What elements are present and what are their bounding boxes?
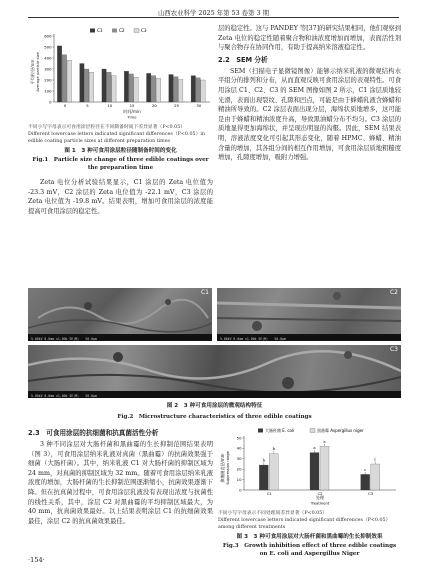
fig1-legend-c2: C2 [119,28,125,33]
fig3-ylabel-en: Suppression range [226,451,230,485]
fig1-ytick-label: 500 [44,44,52,50]
fig1-legend-swatch-c1 [90,29,95,33]
fig1-note-en: Different lowercase letters indicated significant differences（P<0.05）in edible coating particle sizes at different preparation times [28,132,205,144]
fig3-bar [361,474,370,490]
fig1-bar [146,73,150,102]
fig1-bar [107,72,111,102]
right-paragraph-1: 层的稳定性。这与 PANDEY 等[37]的研究结果相同，他们观察到 Zeta 电位的稳定性随着聚合物和油浓度增加而增加，表面活性剂与聚合物存在协同作用，有助于提高纳米溶液稳定性。 [218,25,401,52]
fig3-bar [320,446,329,490]
figure-1 [28,24,213,124]
fig1-bar [174,77,178,102]
fig1-note-cn: 不同小写字母表示可食用涂层粒径在不同制备时间下差异显著（P<0.05） [28,125,186,130]
fig3-xtick-label: C3 [368,491,374,496]
fig1-ylabel-en: Average particle size [35,52,40,92]
fig3-sig-letter: c [374,456,377,462]
fig3-sig-letter: c [364,466,367,472]
fig3-y-ticks [237,435,244,492]
fig3-sig-letter: b [262,457,266,463]
fig3-bars [259,439,379,490]
fig3-legend [258,427,364,433]
fig1-y-ticks [44,33,54,104]
fig1-bar [201,80,205,102]
fig3-bar [371,464,380,490]
sem-scale-text-c1: 5.00kV 8.0mm x1.00k SE(M) 50.0μm [31,336,97,341]
fig3-ytick-label: 20 [236,466,242,472]
sem-c3-texture [28,345,401,391]
sem-c1-texture [28,288,212,334]
right-paragraph-2: SEM（扫描电子显微镜图像）能够示纳米乳液的微观结构水平组分的排列和分布，从而直观反映可食用涂层的表观特性。可食用涂层 C1、C2、C3 的 SEM 图像如图 2 所示，C1 涂层质地较光滑，表面出现裂纹、孔隙和凹点，可能是由于蜂蜡乳液含蜂蜡和精油所导致的。C2 涂层表面出现分层，海绵状质地增多，这可能是由于蜂蜡和精油浓度升高，导致黑油蜡分布不均匀。C3 涂层的质地显得更加海绵状，并呈现出明显的沟壑。因此，SEM 结果表明，溶液浓度变化可引起其形态变化，随着 HPMC、蜂蜡、精油含量的增加，其各组分间的相互作用增加，可食用涂层质地粗糙度增加，孔隙度增加，吸附力增强。 [218,67,401,162]
fig3-bar [259,465,268,490]
fig1-bar [57,46,61,102]
fig1-xlabel: 时间/min [123,109,141,114]
fig1-legend-c1: C1 [97,28,103,33]
fig3-xlabel: 处理 [316,495,324,500]
sem-c2-texture [217,288,401,334]
sem-scalebar-c2 [217,334,401,341]
header-rule [28,17,399,18]
fig1-bar [129,74,133,102]
fig3-ylabel: 抑菌圈直径/mm [220,453,225,483]
fig1-xtick-label: 30 [196,103,202,108]
fig3-ytick-label: 30 [236,456,242,462]
sem-label-c3: C3 [389,346,398,353]
fig1-ytick-label: 100 [44,88,52,94]
fig1-legend-swatch-c2 [112,29,117,33]
sem-image-c2 [217,288,401,341]
fig2-caption-en: Fig.2 Microstructure characteristics of three edible coatings [117,414,312,420]
fig1-xtick-label: 0 [63,103,67,108]
fig3-caption-en: Fig.3 Growth inhibition effect of three edible coatings on E. coli and Aspergillus Niger [222,543,397,557]
right-column-top [218,24,401,163]
running-header [0,0,427,18]
sem-scalebar-c3 [28,391,401,398]
fig1-xlabel-en: Time [127,114,137,120]
fig1-bar [196,78,200,102]
sem-image-c3 [28,345,401,398]
fig3-xlabel-en: Treatment [310,501,330,506]
fig1-xtick-label: 20 [151,103,157,108]
fig1-ytick-label: 0 [49,99,52,105]
fig3-sig-letter: a [313,445,316,451]
fig1-caption-en: Fig.1 Particle size change of three edible coatings over the preparation time [32,157,209,171]
sem-scale-text-c3: 5.00kV 8.0mm x1.00k SE(M) 50.0μm [31,393,97,398]
fig1-x-ticks [64,103,202,108]
fig3-note-cn: 不同小写字母表示不同处理间差异显著（P<0.05） [218,511,328,516]
fig3-ytick-label: 0 [239,487,242,493]
fig3-ytick-label: 40 [236,445,242,451]
fig1-bar [112,76,116,102]
figure-1-chart [28,24,213,120]
fig3-xtick-label: C1 [266,491,272,496]
sem-scalebar-c1 [28,334,212,341]
journal-header-text: 山西农业科学 2025 年第 53 卷第 3 期 [158,9,269,17]
page-number: ·154· [28,556,45,564]
fig1-legend-c3: C3 [141,28,147,33]
fig1-xtick-label: 5 [86,103,89,108]
fig1-bar [62,55,66,102]
fig2-caption-cn: 图 2 3 种可食用涂层的微观结构特征 [166,403,263,409]
fig1-bar [67,60,71,102]
fig3-sig-letter: b [272,446,276,452]
fig1-bar [124,71,128,102]
right-column-bottom [218,426,401,558]
fig1-xtick-label: 10 [107,103,113,108]
fig1-bar [134,77,138,102]
figure-3-chart [218,426,401,506]
fig1-bar [80,64,84,103]
fig1-legend-swatch-c3 [134,29,139,33]
fig1-bar [102,69,106,102]
section-2-3-heading: 2.3 可食用涂层的抗细菌和抗真菌活性分析 [28,429,159,437]
left-column-top [28,24,213,216]
fig3-bar [310,453,319,490]
section-2-2-heading: 2.2 SEM 分析 [218,55,268,64]
fig3-ytick-label: 10 [236,476,242,482]
sem-label-c2: C2 [389,289,398,296]
fig1-legend [90,28,147,33]
antimicrobial-paragraph: 3 种不同涂层对大肠杆菌和黑曲霉的生长抑制范围结果表明（图 3），可食用涂层纳米乳液对真菌（黑曲霉）的抗菌效果强于细菌（大肠杆菌）。其中，纳米乳液 C1 对大肠杆菌的抑制区域为 24 mm，对真菌的抑制区域为 32 mm。随着可食用涂层纳米乳液浓度的增加，大肠杆菌的生长抑制范围逐渐缩小，抗菌效果逐渐下降。但在抗真菌过程中，可食用涂层乳液没有表现出浓度与抗菌性的线性关系，其中，涂层 C2 对黑曲霉的平均抑制区域最大，为 40 mm，抗真菌效果最好。以上结果表明涂层 C1 的抗细菌效果最佳，涂层 C2 的抗真菌效果最佳。 [28,441,213,525]
fig3-legend-swatch-ecoli [258,429,263,433]
figure-2-sem-images [28,288,401,398]
fig3-note-en: Different lowercase letters indicated significant differences（P<0.05）among different treatments [218,518,391,530]
fig1-bar [178,79,182,102]
fig1-ytick-label: 600 [44,33,52,39]
sem-label-c1: C1 [200,289,209,296]
sem-scale-text-c2: 5.00kV 8.0mm x1.00k SE(M) 50.0μm [220,336,286,341]
fig3-legend-swatch-aniger [310,429,315,433]
fig1-bars [57,46,205,102]
fig1-ytick-label: 400 [44,55,52,61]
fig3-sig-letter: a [323,438,326,444]
fig1-bar [84,69,88,102]
fig1-bar [169,75,173,103]
fig1-bar [156,78,160,102]
zeta-paragraph: Zeta 电位分析试验结果显示，C1 涂层的 Zeta 电位值为 -23.3 mV，C2 涂层的 Zeta 电位值为 -22.1 mV，C3 涂层的 Zeta 电位值为 -19.8 mV。结果表明，增加可食用涂层的浓度能提高可食用涂层的稳定性。 [28,179,213,215]
sem-image-c1 [28,288,212,341]
fig1-bar [151,76,155,102]
fig1-caption-cn: 图 1 3 种可食用涂层粒径随制备时间的变化 [64,148,177,154]
fig3-legend-aniger: 黑曲霉 Aspergillus niger [317,428,364,433]
fig3-ytick-label: 50 [236,435,242,441]
fig3-legend-ecoli: 大肠杆菌 E. coli [265,428,295,433]
fig1-xtick-label: 25 [174,103,179,108]
fig3-caption-cn: 图 3 3 种可食用涂层对大肠杆菌和黑曲霉的生长抑制效果 [236,534,383,540]
fig3-xtick-label: C2 [317,491,323,496]
fig1-ytick-label: 200 [44,77,52,83]
fig1-ylabel: 平均粒径/nm [30,59,35,85]
fig1-xtick-label: 15 [129,103,135,108]
left-column-bottom [28,426,213,526]
fig1-ytick-label: 300 [44,66,52,72]
fig1-bar [89,72,93,102]
fig3-bar [269,454,278,490]
fig1-bar [191,76,195,102]
